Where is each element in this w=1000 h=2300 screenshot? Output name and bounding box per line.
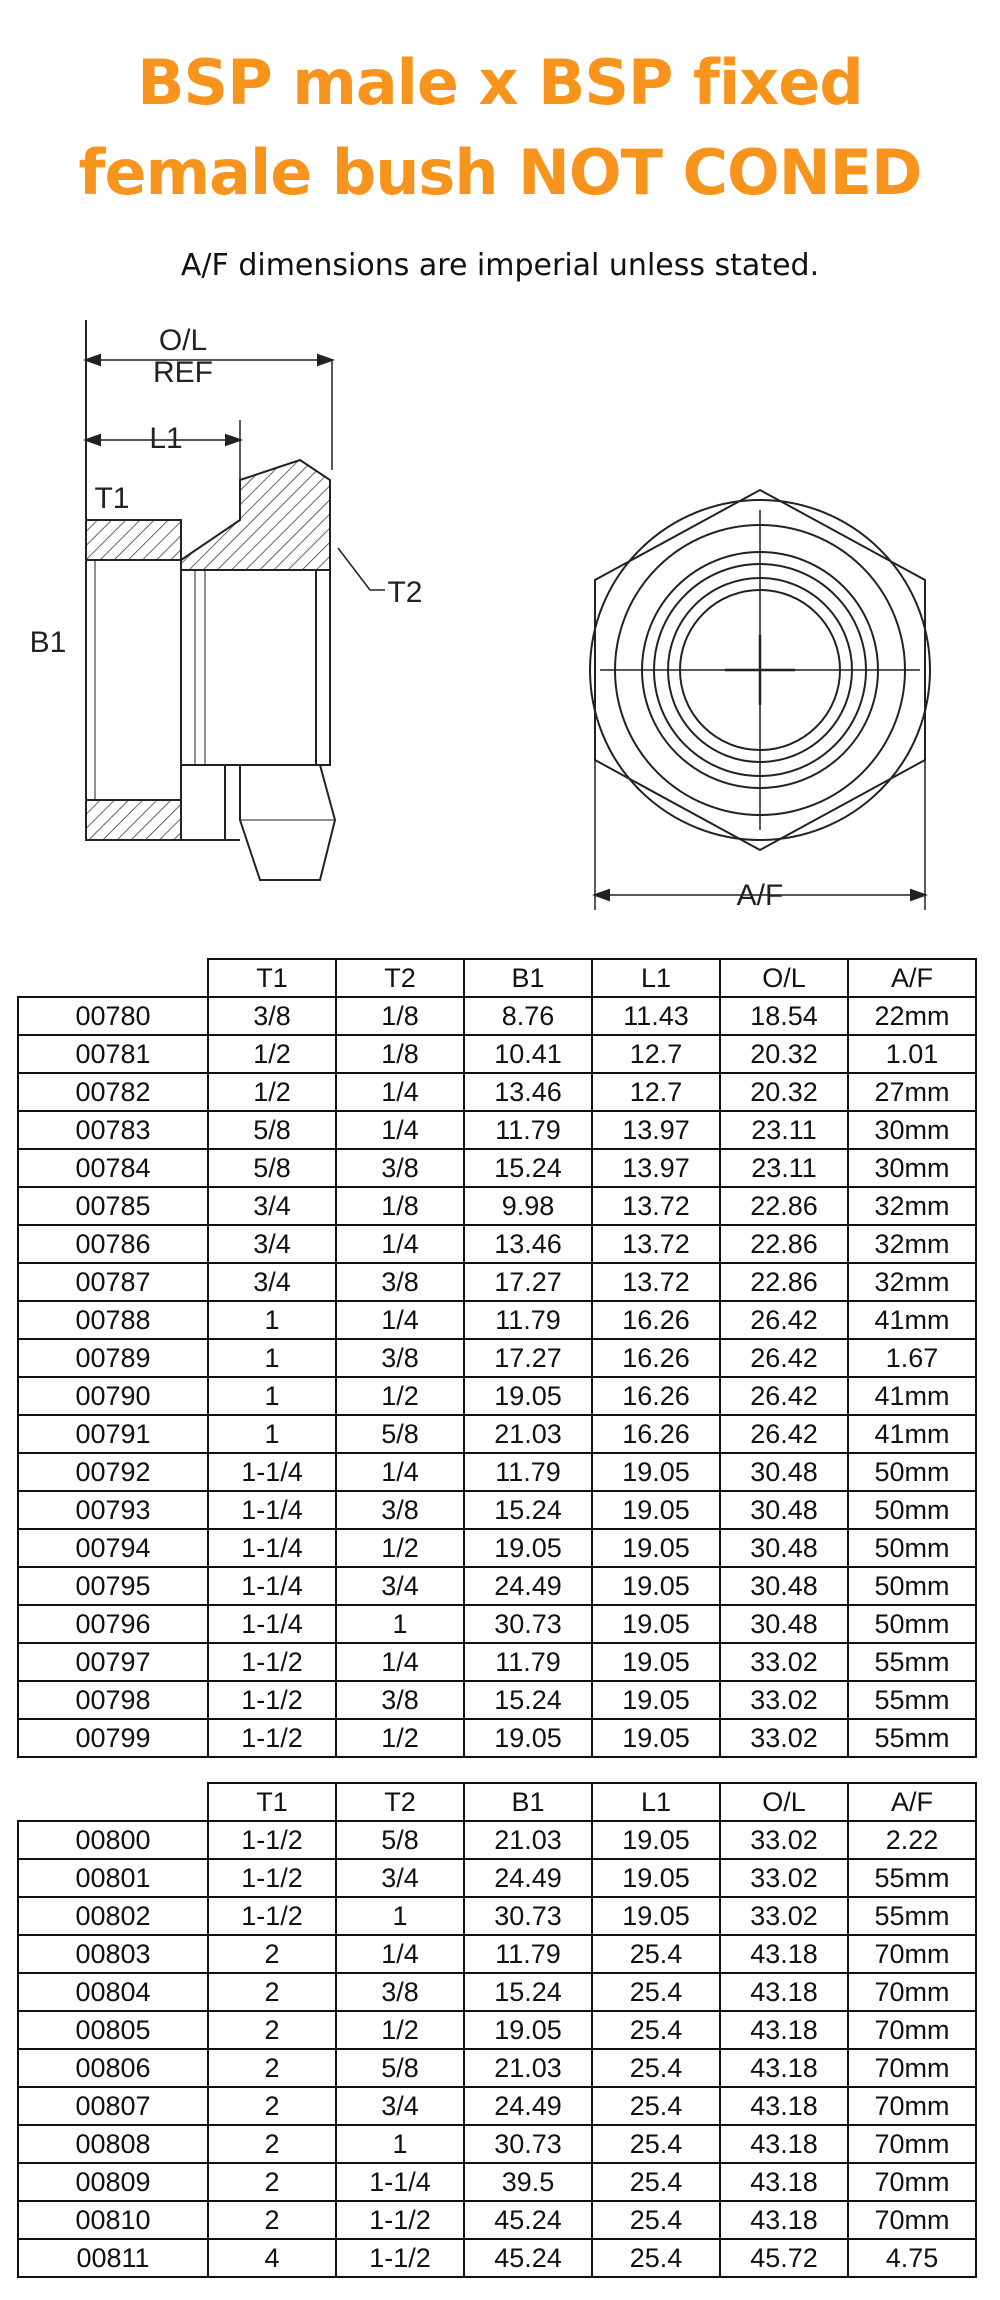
table-cell: 26.42: [720, 1301, 848, 1339]
part-number-cell: 00801: [18, 1859, 208, 1897]
ol-label-line-1: O/L: [158, 324, 208, 357]
page-title-line-2: female bush NOT CONED: [78, 136, 922, 209]
table-cell: 11.43: [592, 997, 720, 1035]
table-cell: 43.18: [720, 2201, 848, 2239]
table-cell: 11.79: [464, 1935, 592, 1973]
table-cell: 1/2: [208, 1073, 336, 1111]
header-l1: L1: [592, 959, 720, 997]
table-cell: 1-1/2: [208, 1681, 336, 1719]
table-row: [18, 1859, 976, 1897]
table-cell: 1-1/4: [208, 1453, 336, 1491]
table-cell: 3/4: [208, 1225, 336, 1263]
table-cell: 3/4: [336, 1859, 464, 1897]
table-cell: 30.48: [720, 1453, 848, 1491]
table-cell: 30.48: [720, 1491, 848, 1529]
part-number-cell: 00794: [18, 1529, 208, 1567]
table-cell: 21.03: [464, 2049, 592, 2087]
table-row: [18, 1453, 976, 1491]
table-cell: 1.67: [848, 1339, 976, 1377]
technical-drawing: [0, 320, 1000, 920]
table-cell: 1/4: [336, 1643, 464, 1681]
table-cell: 3/8: [336, 1681, 464, 1719]
header-t1: T1: [208, 1783, 336, 1821]
header-corner: [18, 1783, 208, 1821]
table-cell: 1-1/2: [208, 1719, 336, 1757]
table-cell: 25.4: [592, 2049, 720, 2087]
table-row: [18, 1035, 976, 1073]
table-cell: 25.4: [592, 2163, 720, 2201]
table-row: [18, 2163, 976, 2201]
ol-label-line-2: REF: [153, 356, 213, 389]
table-cell: 13.46: [464, 1225, 592, 1263]
table-row: [18, 1415, 976, 1453]
table-cell: 1-1/4: [336, 2163, 464, 2201]
table-cell: 11.79: [464, 1111, 592, 1149]
table-cell: 1/2: [336, 2011, 464, 2049]
table-cell: 1/4: [336, 1073, 464, 1111]
table-cell: 3/8: [336, 1263, 464, 1301]
table-cell: 50mm: [848, 1605, 976, 1643]
table-cell: 45.24: [464, 2201, 592, 2239]
part-number-cell: 00797: [18, 1643, 208, 1681]
table-row: [18, 2239, 976, 2277]
table-cell: 19.05: [592, 1719, 720, 1757]
table-cell: 24.49: [464, 2087, 592, 2125]
table-cell: 25.4: [592, 2239, 720, 2277]
header-ol: O/L: [720, 959, 848, 997]
table-row: [18, 2011, 976, 2049]
table-cell: 1: [208, 1415, 336, 1453]
part-number-cell: 00785: [18, 1187, 208, 1225]
table-cell: 70mm: [848, 1935, 976, 1973]
header-b1: B1: [464, 959, 592, 997]
table-cell: 1.01: [848, 1035, 976, 1073]
table-cell: 1-1/2: [336, 2239, 464, 2277]
spec-table-1: [17, 958, 977, 1758]
table-cell: 23.11: [720, 1149, 848, 1187]
table-cell: 1/8: [336, 1035, 464, 1073]
part-number-cell: 00790: [18, 1377, 208, 1415]
table-row: [18, 2201, 976, 2239]
part-number-cell: 00800: [18, 1821, 208, 1859]
part-number-cell: 00803: [18, 1935, 208, 1973]
table-cell: 1/4: [336, 1225, 464, 1263]
table-cell: 1/2: [336, 1377, 464, 1415]
table-cell: 70mm: [848, 2201, 976, 2239]
table-cell: 19.05: [464, 1529, 592, 1567]
af-label: A/F: [736, 879, 784, 912]
table-cell: 3/8: [336, 1339, 464, 1377]
table-row: [18, 1973, 976, 2011]
table-cell: 19.05: [464, 1377, 592, 1415]
table-cell: 22.86: [720, 1187, 848, 1225]
l1-label: L1: [149, 422, 183, 455]
table-cell: 45.72: [720, 2239, 848, 2277]
table-cell: 19.05: [592, 1821, 720, 1859]
table-cell: 21.03: [464, 1415, 592, 1453]
table-cell: 4.75: [848, 2239, 976, 2277]
table-cell: 1/4: [336, 1301, 464, 1339]
part-number-cell: 00793: [18, 1491, 208, 1529]
table-cell: 25.4: [592, 1935, 720, 1973]
table-cell: 30mm: [848, 1149, 976, 1187]
table-cell: 30.73: [464, 2125, 592, 2163]
table-cell: 1/4: [336, 1453, 464, 1491]
table-row: [18, 1149, 976, 1187]
part-number-cell: 00784: [18, 1149, 208, 1187]
table-cell: 26.42: [720, 1415, 848, 1453]
part-number-cell: 00792: [18, 1453, 208, 1491]
table-cell: 43.18: [720, 1935, 848, 1973]
side-view: [86, 320, 385, 880]
table-cell: 21.03: [464, 1821, 592, 1859]
table-cell: 15.24: [464, 1681, 592, 1719]
part-number-cell: 00799: [18, 1719, 208, 1757]
table-cell: 13.72: [592, 1225, 720, 1263]
part-number-cell: 00795: [18, 1567, 208, 1605]
table-cell: 1: [336, 1897, 464, 1935]
table-cell: 5/8: [336, 2049, 464, 2087]
t1-label: T1: [94, 482, 130, 515]
header-t2: T2: [336, 1783, 464, 1821]
table-cell: 33.02: [720, 1821, 848, 1859]
part-number-cell: 00788: [18, 1301, 208, 1339]
table-cell: 22mm: [848, 997, 976, 1035]
part-number-cell: 00809: [18, 2163, 208, 2201]
table-cell: 50mm: [848, 1491, 976, 1529]
table-cell: 16.26: [592, 1415, 720, 1453]
table-cell: 13.46: [464, 1073, 592, 1111]
page-title-line-1: BSP male x BSP fixed: [137, 46, 863, 119]
table-cell: 55mm: [848, 1719, 976, 1757]
table-cell: 1/8: [336, 1187, 464, 1225]
table-cell: 70mm: [848, 2125, 976, 2163]
header-t1: T1: [208, 959, 336, 997]
table-cell: 43.18: [720, 2049, 848, 2087]
header-af: A/F: [848, 959, 976, 997]
table-cell: 19.05: [592, 1491, 720, 1529]
table-cell: 30.73: [464, 1605, 592, 1643]
table-cell: 13.97: [592, 1149, 720, 1187]
table-cell: 27mm: [848, 1073, 976, 1111]
table-cell: 55mm: [848, 1897, 976, 1935]
table-cell: 30.48: [720, 1529, 848, 1567]
table-cell: 13.72: [592, 1263, 720, 1301]
table-row: [18, 1111, 976, 1149]
table-cell: 39.5: [464, 2163, 592, 2201]
table-cell: 25.4: [592, 1973, 720, 2011]
table-cell: 16.26: [592, 1301, 720, 1339]
table-cell: 1: [208, 1377, 336, 1415]
table-row: [18, 997, 976, 1035]
header-af: A/F: [848, 1783, 976, 1821]
table-cell: 33.02: [720, 1681, 848, 1719]
table-cell: 19.05: [592, 1681, 720, 1719]
part-number-cell: 00808: [18, 2125, 208, 2163]
table-row: [18, 1263, 976, 1301]
table-cell: 2: [208, 1935, 336, 1973]
table-cell: 19.05: [592, 1529, 720, 1567]
table-cell: 32mm: [848, 1225, 976, 1263]
table-cell: 16.26: [592, 1339, 720, 1377]
table-cell: 19.05: [592, 1453, 720, 1491]
table-cell: 32mm: [848, 1187, 976, 1225]
header-ol: O/L: [720, 1783, 848, 1821]
table-cell: 33.02: [720, 1897, 848, 1935]
table-cell: 25.4: [592, 2087, 720, 2125]
table-row: [18, 1301, 976, 1339]
table-cell: 50mm: [848, 1567, 976, 1605]
table-cell: 2: [208, 2049, 336, 2087]
table-cell: 16.26: [592, 1377, 720, 1415]
table-cell: 20.32: [720, 1073, 848, 1111]
table-cell: 2: [208, 2087, 336, 2125]
table-cell: 19.05: [592, 1859, 720, 1897]
table-cell: 15.24: [464, 1149, 592, 1187]
b1-label: B1: [29, 626, 67, 659]
part-number-cell: 00789: [18, 1339, 208, 1377]
table-cell: 1-1/4: [208, 1567, 336, 1605]
table-row: [18, 1339, 976, 1377]
part-number-cell: 00782: [18, 1073, 208, 1111]
header-corner: [18, 959, 208, 997]
header-b1: B1: [464, 1783, 592, 1821]
part-number-cell: 00791: [18, 1415, 208, 1453]
table-cell: 43.18: [720, 2087, 848, 2125]
table-cell: 25.4: [592, 2201, 720, 2239]
table-header-row: [18, 1783, 976, 1821]
table-cell: 3/8: [336, 1973, 464, 2011]
table-cell: 2: [208, 2125, 336, 2163]
table-row: [18, 2087, 976, 2125]
table-cell: 1-1/2: [336, 2201, 464, 2239]
table-cell: 30.48: [720, 1605, 848, 1643]
table-cell: 1-1/2: [208, 1859, 336, 1897]
table-cell: 2: [208, 2163, 336, 2201]
table-cell: 3/4: [208, 1263, 336, 1301]
table-cell: 19.05: [592, 1605, 720, 1643]
part-number-cell: 00783: [18, 1111, 208, 1149]
table-row: [18, 1567, 976, 1605]
part-number-cell: 00781: [18, 1035, 208, 1073]
t2-label: T2: [387, 576, 423, 609]
table-row: [18, 1605, 976, 1643]
part-number-cell: 00805: [18, 2011, 208, 2049]
table-row: [18, 1681, 976, 1719]
table-cell: 41mm: [848, 1377, 976, 1415]
part-number-cell: 00802: [18, 1897, 208, 1935]
table-cell: 70mm: [848, 2163, 976, 2201]
table-cell: 43.18: [720, 2163, 848, 2201]
table-cell: 1: [208, 1301, 336, 1339]
table-row: [18, 1529, 976, 1567]
header-t2: T2: [336, 959, 464, 997]
part-number-cell: 00796: [18, 1605, 208, 1643]
table-cell: 70mm: [848, 2087, 976, 2125]
table-row: [18, 1719, 976, 1757]
table-cell: 20.32: [720, 1035, 848, 1073]
table-cell: 19.05: [592, 1897, 720, 1935]
table-cell: 19.05: [592, 1643, 720, 1681]
table-cell: 22.86: [720, 1225, 848, 1263]
table-cell: 1-1/2: [208, 1821, 336, 1859]
table-row: [18, 1491, 976, 1529]
end-view: [590, 490, 930, 910]
table-cell: 33.02: [720, 1643, 848, 1681]
part-number-cell: 00780: [18, 997, 208, 1035]
part-number-cell: 00806: [18, 2049, 208, 2087]
table-cell: 33.02: [720, 1859, 848, 1897]
table-cell: 1: [336, 1605, 464, 1643]
table-cell: 1-1/4: [208, 1529, 336, 1567]
table-cell: 4: [208, 2239, 336, 2277]
table-cell: 15.24: [464, 1491, 592, 1529]
part-number-cell: 00804: [18, 1973, 208, 2011]
table-cell: 3/4: [336, 2087, 464, 2125]
table-cell: 70mm: [848, 2049, 976, 2087]
table-cell: 33.02: [720, 1719, 848, 1757]
part-number-cell: 00787: [18, 1263, 208, 1301]
table-row: [18, 1821, 976, 1859]
table-row: [18, 1377, 976, 1415]
table-cell: 1/2: [208, 1035, 336, 1073]
table-cell: 3/4: [336, 1567, 464, 1605]
table-cell: 1/4: [336, 1111, 464, 1149]
table-cell: 55mm: [848, 1859, 976, 1897]
page-subtitle: A/F dimensions are imperial unless stated.: [180, 248, 820, 283]
table-cell: 5/8: [208, 1111, 336, 1149]
table-cell: 41mm: [848, 1301, 976, 1339]
table-header-row: [18, 959, 976, 997]
table-cell: 13.97: [592, 1111, 720, 1149]
table-cell: 17.27: [464, 1339, 592, 1377]
table-cell: 26.42: [720, 1377, 848, 1415]
table-cell: 12.7: [592, 1073, 720, 1111]
table-cell: 41mm: [848, 1415, 976, 1453]
table-cell: 19.05: [464, 1719, 592, 1757]
table-cell: 43.18: [720, 2011, 848, 2049]
table-cell: 1: [336, 2125, 464, 2163]
table-cell: 3/8: [336, 1491, 464, 1529]
table-cell: 2: [208, 2011, 336, 2049]
table-cell: 19.05: [464, 2011, 592, 2049]
table-cell: 11.79: [464, 1453, 592, 1491]
table-cell: 1-1/4: [208, 1605, 336, 1643]
table-body: [18, 997, 976, 1757]
part-number-cell: 00798: [18, 1681, 208, 1719]
table-cell: 43.18: [720, 1973, 848, 2011]
table-cell: 24.49: [464, 1859, 592, 1897]
table-cell: 55mm: [848, 1681, 976, 1719]
table-cell: 3/4: [208, 1187, 336, 1225]
table-cell: 26.42: [720, 1339, 848, 1377]
table-cell: 1/2: [336, 1529, 464, 1567]
table-cell: 55mm: [848, 1643, 976, 1681]
table-cell: 1: [208, 1339, 336, 1377]
table-cell: 11.79: [464, 1301, 592, 1339]
table-row: [18, 2125, 976, 2163]
table-cell: 30.48: [720, 1567, 848, 1605]
table-cell: 5/8: [336, 1821, 464, 1859]
table-cell: 50mm: [848, 1453, 976, 1491]
table-row: [18, 2049, 976, 2087]
table-cell: 25.4: [592, 2125, 720, 2163]
table-cell: 1-1/2: [208, 1643, 336, 1681]
page-title: [0, 38, 1000, 218]
table-cell: 70mm: [848, 1973, 976, 2011]
part-number-cell: 00807: [18, 2087, 208, 2125]
table-cell: 3/8: [208, 997, 336, 1035]
table-cell: 3/8: [336, 1149, 464, 1187]
table-cell: 10.41: [464, 1035, 592, 1073]
table-row: [18, 1643, 976, 1681]
table-cell: 45.24: [464, 2239, 592, 2277]
table-cell: 1/2: [336, 1719, 464, 1757]
table-cell: 2: [208, 1973, 336, 2011]
table-cell: 12.7: [592, 1035, 720, 1073]
table-cell: 30.73: [464, 1897, 592, 1935]
table-cell: 2: [208, 2201, 336, 2239]
table-cell: 70mm: [848, 2011, 976, 2049]
table-cell: 43.18: [720, 2125, 848, 2163]
table-row: [18, 1897, 976, 1935]
table-cell: 24.49: [464, 1567, 592, 1605]
table-row: [18, 1073, 976, 1111]
table-cell: 19.05: [592, 1567, 720, 1605]
table-cell: 15.24: [464, 1973, 592, 2011]
table-cell: 32mm: [848, 1263, 976, 1301]
table-body: [18, 1821, 976, 2277]
table-cell: 2.22: [848, 1821, 976, 1859]
table-cell: 17.27: [464, 1263, 592, 1301]
table-cell: 23.11: [720, 1111, 848, 1149]
part-number-cell: 00786: [18, 1225, 208, 1263]
part-number-cell: 00811: [18, 2239, 208, 2277]
table-cell: 11.79: [464, 1643, 592, 1681]
table-cell: 1/8: [336, 997, 464, 1035]
part-number-cell: 00810: [18, 2201, 208, 2239]
spec-table-2: [17, 1782, 977, 2278]
table-cell: 5/8: [336, 1415, 464, 1453]
table-cell: 8.76: [464, 997, 592, 1035]
table-cell: 13.72: [592, 1187, 720, 1225]
table-cell: 1-1/2: [208, 1897, 336, 1935]
table-cell: 18.54: [720, 997, 848, 1035]
table-row: [18, 1225, 976, 1263]
table-row: [18, 1935, 976, 1973]
table-cell: 5/8: [208, 1149, 336, 1187]
table-cell: 50mm: [848, 1529, 976, 1567]
table-row: [18, 1187, 976, 1225]
table-cell: 9.98: [464, 1187, 592, 1225]
table-cell: 30mm: [848, 1111, 976, 1149]
table-cell: 22.86: [720, 1263, 848, 1301]
header-l1: L1: [592, 1783, 720, 1821]
table-cell: 25.4: [592, 2011, 720, 2049]
table-cell: 1/4: [336, 1935, 464, 1973]
table-cell: 1-1/4: [208, 1491, 336, 1529]
